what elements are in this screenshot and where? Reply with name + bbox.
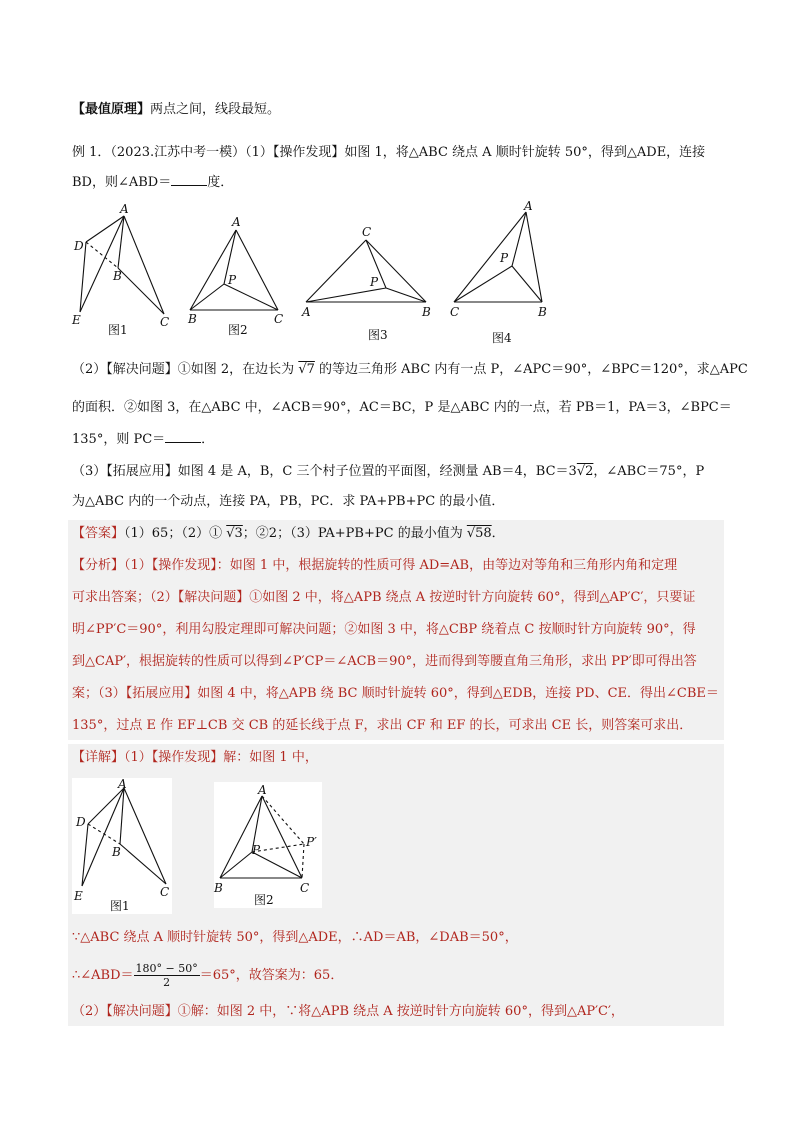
dfig2-label-p-prime: P′ [306,835,317,849]
detail-fraction [134,962,200,989]
fig4-label-p: P [500,251,509,265]
q3-line-1a: （3）【拓展应用】如图 4 是 A，B，C 三个村子位置的平面图，经测量 AB＝4，BC＝3 [72,464,577,479]
fraction-denominator: 2 [163,976,171,989]
q2-line-1b: 的等边三角形 ABC 内有一点 P，∠APC＝90°，∠BPC＝120°，求△APC [314,362,748,377]
analysis-text-1: （1）【操作发现】：如图 1 中，根据旋转的性质可得 AD=AB，由等边对等角和三角形内角和定理 [124,558,678,573]
fig4-label-b: B [538,305,547,319]
fraction-numerator: 180° − 50° [135,962,198,975]
example-line-2-end: 度． [207,175,234,190]
example-line-2 [72,173,233,193]
q3-root: √2 [576,464,594,479]
analysis-line-2: 可求出答案；（2）【解决问题】①如图 2 中，将△APB 绕点 A 按逆时针方向旋转 60°，得到△AP′C′，只要证 [72,590,696,605]
q2-line-3a: 135°，则 PC＝ [72,432,166,447]
dfig1-caption: 图1 [110,899,130,913]
fig4-label-c: C [450,305,460,319]
dfig2-label-p: P [252,843,261,857]
detail-line-4: （2）【解决问题】①解：如图 2 中，∵将△APB 绕点 A 按逆时针方向旋转 60°，得到△AP′C′， [72,1004,624,1019]
dfig1-label-d: D [76,815,86,829]
fig1-label-d: D [74,239,84,253]
detail-line-1 [72,748,318,768]
figure-4 [454,212,542,302]
q3-line-1b: ，∠ABC＝75°，P [593,464,705,479]
answer-part-b: ；②2；（3）PA+PB+PC 的最小值为 [242,526,467,541]
answer-root-2: √58 [466,526,492,541]
principle-tag: 【最值原理】 [72,102,151,117]
answer-blank [171,173,207,186]
q2-line-3b: ． [201,432,215,447]
answer-part-c: ． [491,526,505,541]
detail-line-3-suffix: ＝65°，故答案为：65． [199,968,344,983]
dfig2-caption: 图2 [254,893,274,907]
dfig1-label-a: A [118,778,127,791]
detail-tag: 【详解】 [72,750,125,765]
figure-3 [306,240,426,302]
dfig1-label-c: C [160,885,170,899]
dfig1-label-b: B [112,845,121,859]
fig3-label-c: C [362,225,372,239]
analysis-line-6: 135°，过点 E 作 EF⊥CB 交 CB 的延长线于点 F，求出 CF 和 EF 的长，可求出 CE 长，则答案可求出． [72,718,693,733]
fig1-label-c: C [160,315,170,329]
q2-line-3 [72,430,214,450]
answer-tag: 【答案】 [72,526,125,541]
answer-line [72,524,505,544]
dfig2-label-b: B [214,881,223,895]
fig4-label-a: A [524,199,533,213]
fig3-label-p: P [370,275,379,289]
q2-blank [165,430,201,443]
dfig2-label-a: A [258,783,267,797]
analysis-line-1 [72,556,677,576]
detail-line-3 [72,962,343,989]
figure-1 [80,216,164,314]
fig1-label-b: B [113,269,122,283]
dfig2-label-c: C [300,881,310,895]
figure-2 [190,230,278,310]
detail-figures [72,778,324,914]
principle-line [72,100,280,120]
fig2-label-b: B [188,312,197,326]
fig4-caption: 图4 [492,331,512,345]
q2-line-2: 的面积．②如图 3，在△ABC 中，∠ACB＝90°，AC＝BC，P 是△ABC 内的一点，若 PB＝1，PA＝3，∠BPC＝ [72,400,732,415]
analysis-line-4: 到△CAP′，根据旋转的性质可以得到∠P′CP＝∠ACB＝90°，进而得到等腰直角三角形，求出 PP′即可得出答 [72,654,697,669]
fig1-caption: 图1 [108,323,128,337]
q2-line-1a: （2）【解决问题】①如图 2，在边长为 [72,362,299,377]
fig1-label-e: E [72,313,81,327]
answer-part-a: （1）65；（2）① [124,526,227,541]
dfig1-label-e: E [74,889,83,903]
fig2-label-a: A [232,215,241,229]
analysis-line-3: 明∠PP′C＝90°，利用勾股定理即可解决问题；②如图 3 中，将△CBP 绕着点 C 按顺时针方向旋转 90°，得 [72,622,696,637]
fig3-caption: 图3 [368,328,388,342]
fig2-label-p: P [228,273,237,287]
principle-text: 两点之间，线段最短。 [150,102,281,117]
q2-line-1 [72,360,748,380]
analysis-tag: 【分析】 [72,558,125,573]
q3-line-1 [72,462,704,482]
detail-line-3-prefix: ∴∠ABD＝ [72,968,134,983]
fig3-label-a: A [302,305,311,319]
detail-line-2: ∵△ABC 绕点 A 顺时针旋转 50°，得到△ADE，∴AD＝AB，∠DAB＝50°， [72,930,518,945]
q3-line-2: 为△ABC 内的一个动点，连接 PA，PB，PC．求 PA+PB+PC 的最小值． [72,494,505,509]
answer-root-1: √3 [226,526,243,541]
fig3-label-b: B [422,305,431,319]
fig1-label-a: A [120,202,129,216]
example-line-2-text: BD，则∠ABD＝ [72,175,172,190]
q2-root: √7 [298,362,315,377]
analysis-line-5: 案；（3）【拓展应用】如图 4 中，将△APB 绕 BC 顺时针旋转 60°，得到△EDB，连接 PD、CE．得出∠CBE＝ [72,686,719,701]
example-line-1: 例 1．（2023.江苏中考一模）（1）【操作发现】如图 1，将△ABC 绕点 A 顺时针旋转 50°，得到△ADE，连接 [72,145,706,160]
fig2-label-c: C [274,312,284,326]
figures-row [66,198,566,348]
detail-text-1: （1）【操作发现】解：如图 1 中， [124,750,318,765]
fig2-caption: 图2 [228,323,248,337]
